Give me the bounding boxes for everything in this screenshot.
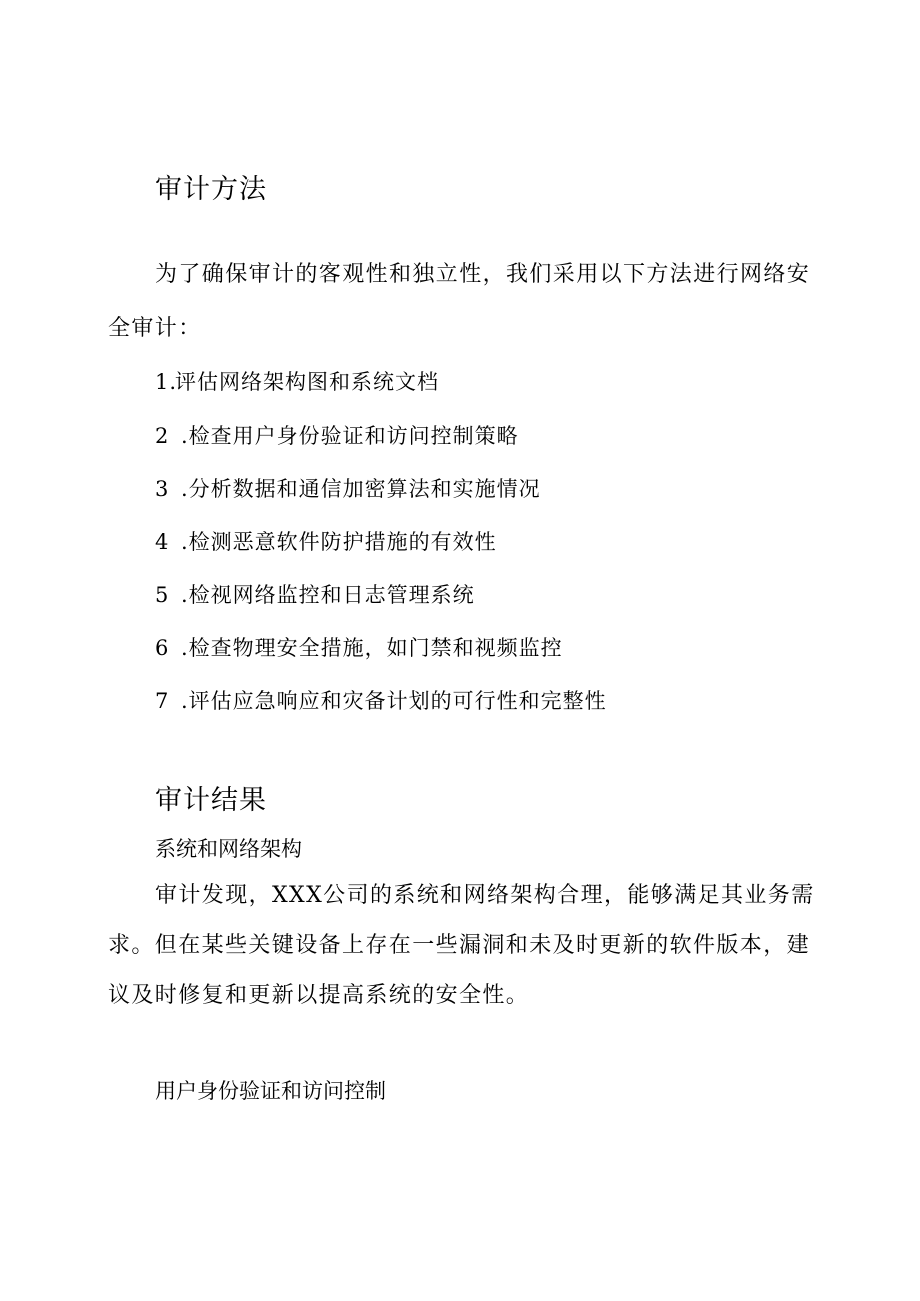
method-list-item-2 bbox=[155, 421, 519, 451]
list-number: 4 bbox=[155, 530, 170, 554]
method-list-item-3 bbox=[155, 474, 541, 504]
list-text: .评估应急响应和灾备计划的可行性和完整性 bbox=[181, 689, 607, 713]
list-number: 5 bbox=[155, 583, 170, 607]
list-number: 2 bbox=[155, 424, 170, 448]
method-list-item-5 bbox=[155, 580, 475, 610]
methods-heading: 审计方法 bbox=[155, 174, 267, 205]
list-text: .分析数据和通信加密算法和实施情况 bbox=[181, 477, 541, 501]
list-number: 7 bbox=[155, 689, 170, 713]
method-list-item-7 bbox=[155, 686, 607, 716]
list-number: 1. bbox=[155, 370, 178, 394]
list-text: .检视网络监控和日志管理系统 bbox=[181, 583, 475, 607]
method-list-item-4 bbox=[155, 527, 497, 557]
method-list-item-1 bbox=[155, 367, 439, 397]
results-heading: 审计结果 bbox=[155, 785, 267, 816]
list-text: .检查物理安全措施，如门禁和视频监控 bbox=[181, 636, 563, 660]
auth-access-subheading: 用户身份验证和访问控制 bbox=[155, 1079, 386, 1103]
list-number: 6 bbox=[155, 636, 170, 660]
list-text: .检查用户身份验证和访问控制策略 bbox=[181, 424, 519, 448]
architecture-paragraph-line-1: 审计发现，XXX公司的系统和网络架构合理，能够满足其业务需 bbox=[155, 883, 815, 908]
list-text: 评估网络架构图和系统文档 bbox=[175, 370, 439, 394]
method-list-item-6 bbox=[155, 633, 563, 663]
architecture-paragraph-line-3: 议及时修复和更新以提高系统的安全性。 bbox=[108, 983, 530, 1008]
methods-intro-line-1: 为了确保审计的客观性和独立性，我们采用以下方法进行网络安 bbox=[155, 262, 811, 287]
list-number: 3 bbox=[155, 477, 170, 501]
methods-intro-line-2: 全审计： bbox=[108, 316, 202, 341]
architecture-subheading: 系统和网络架构 bbox=[155, 837, 302, 861]
list-text: .检测恶意软件防护措施的有效性 bbox=[181, 530, 497, 554]
architecture-paragraph-line-2: 求。但在某些关键设备上存在一些漏洞和未及时更新的软件版本，建 bbox=[108, 933, 811, 958]
